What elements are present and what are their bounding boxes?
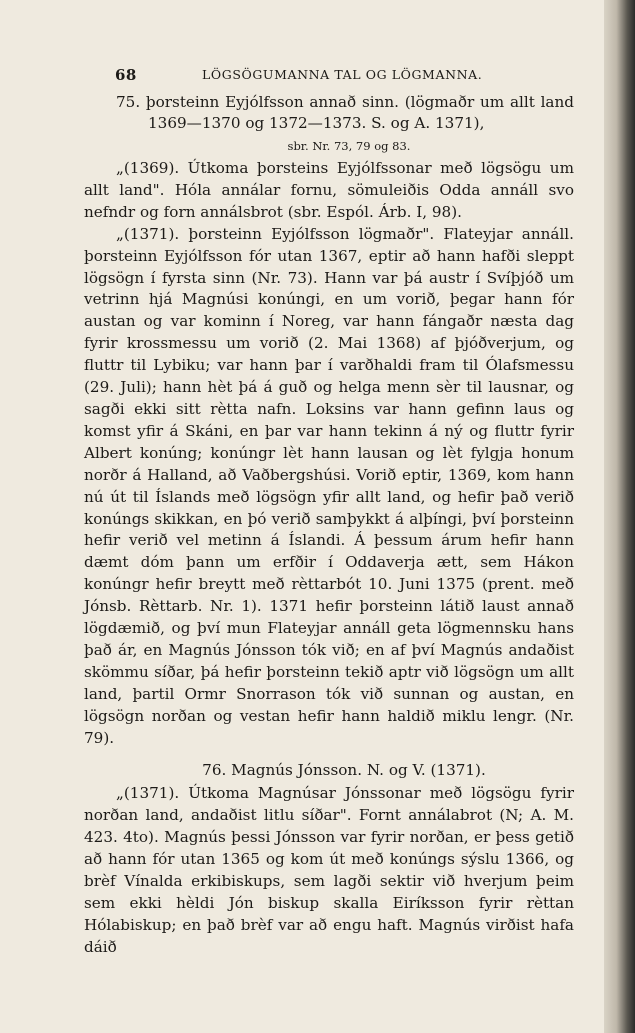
- entry-76-paragraph-1: „(1371). Útkoma Magnúsar Jónssonar með lögsögu fyrir norðan land, andaðist litlu síðar". Fornt annálabrot (N; A. M. 423. 4to). Magnús þessi Jónsson var fyrir norðan, er þess getið að hann fór utan 1365 og kom út með konúngs sýslu 1366, og brèf Vínalda erkibiskups, sem lagði sektir við hverjum þeim sem ekki hèldi Jón biskup skalla Eiríksson fyrir rèttan Hólabiskup; en það brèf var að engu haft. Magnús virðist hafa dáið: [84, 784, 574, 956]
- entry-75-paragraph-2: „(1371). þorsteinn Eyjólfsson lögmaðr". Flateyjar annáll. þorsteinn Eyjólfsson fór utan 1367, eptir að hann hafði sleppt lögsögn í fyrsta sinn (Nr. 73). Hann var þá austr í Svíþjóð um vetrinn hjá Magnúsi konúngi, en um vorið, þegar hann fór austan og var kominn í Noreg, var hann fángaðr næsta dag fyrir krossmessu um vorið (2. Mai 1368) af þjóðverjum, og fluttr til Lybiku; var hann þar í varðhaldi fram til Ólafsmessu (29. Juli); hann hèt þá á guð og helga menn sèr til lausnar, og sagði ekki sitt rètta nafn. Loksins var hann gefinn laus og komst yfir á Skáni, en þar var hann tekinn á ný og fluttr fyrir Albert konúng; konúngr lèt hann lausan og lèt fylgja honum norðr á Halland, að Vaðbergshúsi. Vorið eptir, 1369, kom hann nú út til Íslands með lögsögn yfir allt land, og hefir það verið konúngs skikkan, en þó verið samþykkt á alþíngi, því þorsteinn hefir verið vel metinn á Íslandi. Á þessum árum hefir hann dæmt dóm þann um erfðir í Oddaverja ætt, sem Hákon konúngr hefir breytt með rèttarbót 10. Juni 1375 (prent. með Jónsb. Rèttarb. Nr. 1). 1371 hefir þorsteinn látið laust annað lögdæmið, og því mun Flateyjar annáll geta lögmennsku hans það ár, en Magnús Jónsson tók við; en af því Magnús andaðist skömmu síðar, þá hefir þorsteinn tekið aptr við lögsögn um allt land, þartil Ormr Snorrason tók við sunnan og austan, en lögsögn norðan og vestan hefir hann haldið miklu lengr. (Nr. 79).: [84, 224, 574, 747]
- running-header: [84, 58, 574, 92]
- entry-75-paragraph-1: „(1369). Útkoma þorsteins Eyjólfssonar með lögsögu um allt land". Hóla annálar fornu, sömuleiðis Odda annáll svo nefndr og forn annálsbrot (sbr. Espól. Árb. I, 98).: [84, 159, 574, 221]
- page-content: [84, 58, 574, 959]
- entry-76-heading: 76. Magnús Jónsson. N. og V. (1371).: [202, 761, 486, 780]
- entry-75-heading: 75. þorsteinn Eyjólfsson annað sinn. (lögmaðr um allt land 1369—1370 og 1372—1373. S. og A. 1371),: [116, 93, 574, 132]
- page-number: 68: [115, 66, 137, 84]
- entry-75-sources: sbr. Nr. 73, 79 og 83.: [287, 139, 411, 153]
- running-title: LÖGSÖGUMANNA TAL OG LÖGMANNA.: [202, 67, 483, 82]
- page-edge-shadow: [604, 0, 635, 1033]
